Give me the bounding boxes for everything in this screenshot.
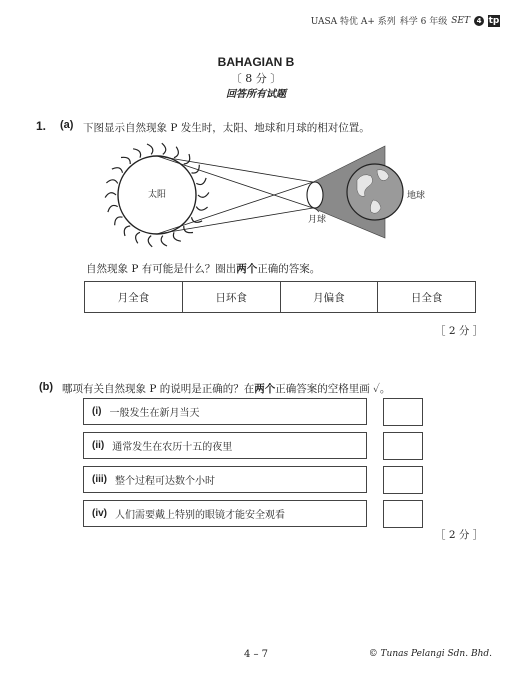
sun-ray (173, 232, 180, 241)
sun-ray (162, 143, 166, 154)
statement-number: (iv) (92, 508, 107, 519)
set-number-badge: 4 (474, 16, 484, 26)
tick-box[interactable] (383, 398, 423, 426)
statement-number: (ii) (92, 440, 105, 451)
section-marks: 〔 8 分 〕 (230, 72, 282, 85)
sun-ray (108, 205, 118, 212)
sun-ray (133, 149, 140, 158)
sun-ray (161, 236, 167, 246)
part-b-label: (b) (39, 381, 54, 393)
moon-icon (307, 182, 323, 208)
tick-box[interactable] (383, 466, 423, 494)
statement-row (83, 398, 367, 425)
page-number: 4 – 7 (243, 649, 269, 660)
option-total-lunar-eclipse[interactable]: 月全食 (85, 282, 183, 313)
part-b-question-text (62, 381, 390, 396)
sun-ray (148, 236, 152, 247)
tick-box[interactable] (383, 500, 423, 528)
statement-row (83, 500, 367, 527)
sun-label: 太阳 (147, 190, 167, 200)
set-label: SET (451, 15, 470, 26)
prompt-bold: 两个 (236, 263, 258, 275)
section-instruction: 回答所有试题 (226, 89, 286, 100)
eclipse-diagram (105, 140, 426, 245)
part-a-label: (a) (60, 119, 74, 131)
qb-pre: 哪项有关自然现象 P 的说明是正确的？在 (62, 383, 255, 395)
sun-ray (196, 207, 207, 211)
sun-ray (112, 168, 123, 173)
statement-text: 整个过程可达数个小时 (115, 476, 215, 487)
part-b-marks: ［ 2 分 ］ (435, 529, 484, 541)
prompt-pre: 自然现象 P 有可能是什么？圈出 (86, 263, 237, 275)
sun-ray (124, 226, 130, 236)
sun-ray (196, 178, 206, 185)
sun-ray (184, 154, 190, 164)
copyright-notice: © Tunas Pelangi Sdn. Bhd. (368, 649, 492, 659)
question-number: 1. (36, 119, 47, 133)
page-header (311, 14, 500, 27)
option-total-solar-eclipse[interactable]: 日全食 (378, 282, 476, 313)
option-annular-solar-eclipse[interactable]: 日环食 (182, 282, 280, 313)
prompt-post: 正确的答案。 (257, 263, 321, 275)
sun-ray (121, 157, 130, 164)
sun-ray (105, 193, 116, 198)
sun-ray (106, 180, 117, 184)
statement-text: 一般发生在新月当天 (109, 408, 200, 419)
statement-number: (i) (92, 406, 102, 417)
qb-bold: 两个 (254, 383, 276, 395)
statement-number: (iii) (92, 474, 107, 485)
option-partial-lunar-eclipse[interactable]: 月偏食 (280, 282, 378, 313)
sun-ray (147, 144, 153, 154)
sun-ray (198, 192, 209, 197)
series-title: UASA 特优 A+ 系列 (310, 17, 396, 27)
part-a-question-text: 下图显示自然现象 P 发生时，太阳、地球和月球的相对位置。 (83, 122, 370, 134)
part-a-marks: ［ 2 分 ］ (435, 325, 484, 337)
sun-ray (115, 217, 123, 225)
qb-post: 正确答案的空格里画 ✓。 (275, 383, 391, 395)
sun-ray (174, 147, 178, 158)
part-a-prompt (86, 261, 320, 276)
sun-ray (136, 232, 140, 243)
tick-box[interactable] (383, 432, 423, 460)
statement-row (83, 466, 367, 493)
statement-row (83, 432, 367, 459)
statement-text: 通常发生在农历十五的夜里 (112, 442, 233, 453)
publisher-logo: tp (488, 15, 500, 26)
earth-label: 地球 (407, 191, 426, 201)
statement-text: 人们需要戴上特别的眼镜才能安全观看 (115, 510, 285, 521)
moon-label: 月球 (307, 215, 327, 225)
subject-label: 科学 6 年级 (399, 17, 448, 27)
answer-options-table (84, 281, 476, 313)
section-title: BAHAGIAN B (217, 55, 295, 69)
